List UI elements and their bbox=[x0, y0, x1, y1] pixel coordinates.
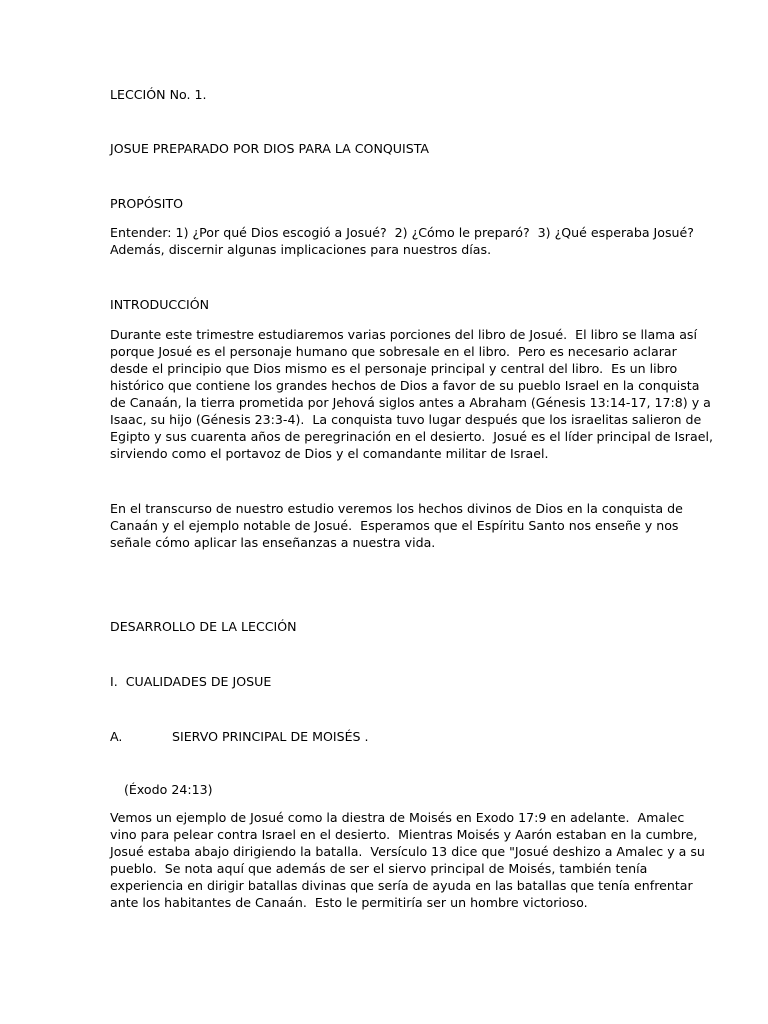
introduction-paragraph-1 bbox=[110, 326, 713, 462]
intro-line: desde el principio que Dios mismo es el personaje principal y central del libro. Es un libro bbox=[110, 361, 678, 376]
purpose-heading: PROPÓSITO bbox=[110, 196, 184, 211]
introduction-heading: INTRODUCCIÓN bbox=[110, 297, 210, 312]
body-line: experiencia en dirigir batallas divinas que sería de ayuda en las batallas que tenía enfrentar bbox=[110, 878, 693, 893]
body-line: ante los habitantes de Canaán. Esto le permitiría ser un hombre victorioso. bbox=[110, 895, 588, 910]
introduction-paragraph-2 bbox=[110, 500, 683, 551]
subsection-a-label: A. bbox=[110, 729, 123, 744]
purpose-line: Entender: 1) ¿Por qué Dios escogió a Josué? 2) ¿Cómo le preparó? 3) ¿Qué esperaba Josué? bbox=[110, 225, 694, 240]
intro-line: En el transcurso de nuestro estudio veremos los hechos divinos de Dios en la conquista de bbox=[110, 501, 683, 516]
intro-line: Egipto y sus cuarenta años de peregrinación en el desierto. Josué es el líder principal de Israel, bbox=[110, 429, 713, 444]
intro-line: porque Josué es el personaje humano que sobresale en el libro. Pero es necesario aclarar bbox=[110, 344, 677, 359]
intro-line: Durante este trimestre estudiaremos varias porciones del libro de Josué. El libro se llama así bbox=[110, 327, 697, 342]
intro-line: señale cómo aplicar las enseñanzas a nuestra vida. bbox=[110, 535, 436, 550]
subsection-a-title: SIERVO PRINCIPAL DE MOISÉS . bbox=[172, 729, 369, 744]
lesson-title: JOSUE PREPARADO POR DIOS PARA LA CONQUISTA bbox=[110, 141, 430, 156]
intro-line: Isaac, su hijo (Génesis 23:3-4). La conquista tuvo lugar después que los israelitas salieron de bbox=[110, 412, 702, 427]
body-line: Josué estaba abajo dirigiendo la batalla. Versículo 13 dice que "Josué deshizo a Amalec y a su bbox=[110, 844, 705, 859]
purpose-line: Además, discernir algunas implicaciones para nuestros días. bbox=[110, 242, 492, 257]
intro-line: de Canaán, la tierra prometida por Jehová siglos antes a Abraham (Génesis 13:14-17, 17:8) y a bbox=[110, 395, 711, 410]
intro-line: histórico que contiene los grandes hechos de Dios a favor de su pueblo Israel en la conquista bbox=[110, 378, 700, 393]
section-one-heading: I. CUALIDADES DE JOSUE bbox=[110, 674, 272, 689]
subsection-a-paragraph bbox=[110, 809, 705, 911]
body-line: pueblo. Se nota aquí que además de ser el siervo principal de Moisés, también tenía bbox=[110, 861, 648, 876]
purpose-paragraph bbox=[110, 224, 694, 258]
scripture-reference: (Éxodo 24:13) bbox=[124, 782, 213, 797]
body-line: vino para pelear contra Israel en el desierto. Mientras Moisés y Aarón estaban en la cumbre, bbox=[110, 827, 698, 842]
lesson-number: LECCIÓN No. 1. bbox=[110, 87, 207, 102]
development-heading: DESARROLLO DE LA LECCIÓN bbox=[110, 619, 297, 634]
body-line: Vemos un ejemplo de Josué como la diestra de Moisés en Exodo 17:9 en adelante. Amalec bbox=[110, 810, 685, 825]
intro-line: Canaán y el ejemplo notable de Josué. Esperamos que el Espíritu Santo nos enseñe y nos bbox=[110, 518, 679, 533]
intro-line: sirviendo como el portavoz de Dios y el comandante militar de Israel. bbox=[110, 446, 549, 461]
